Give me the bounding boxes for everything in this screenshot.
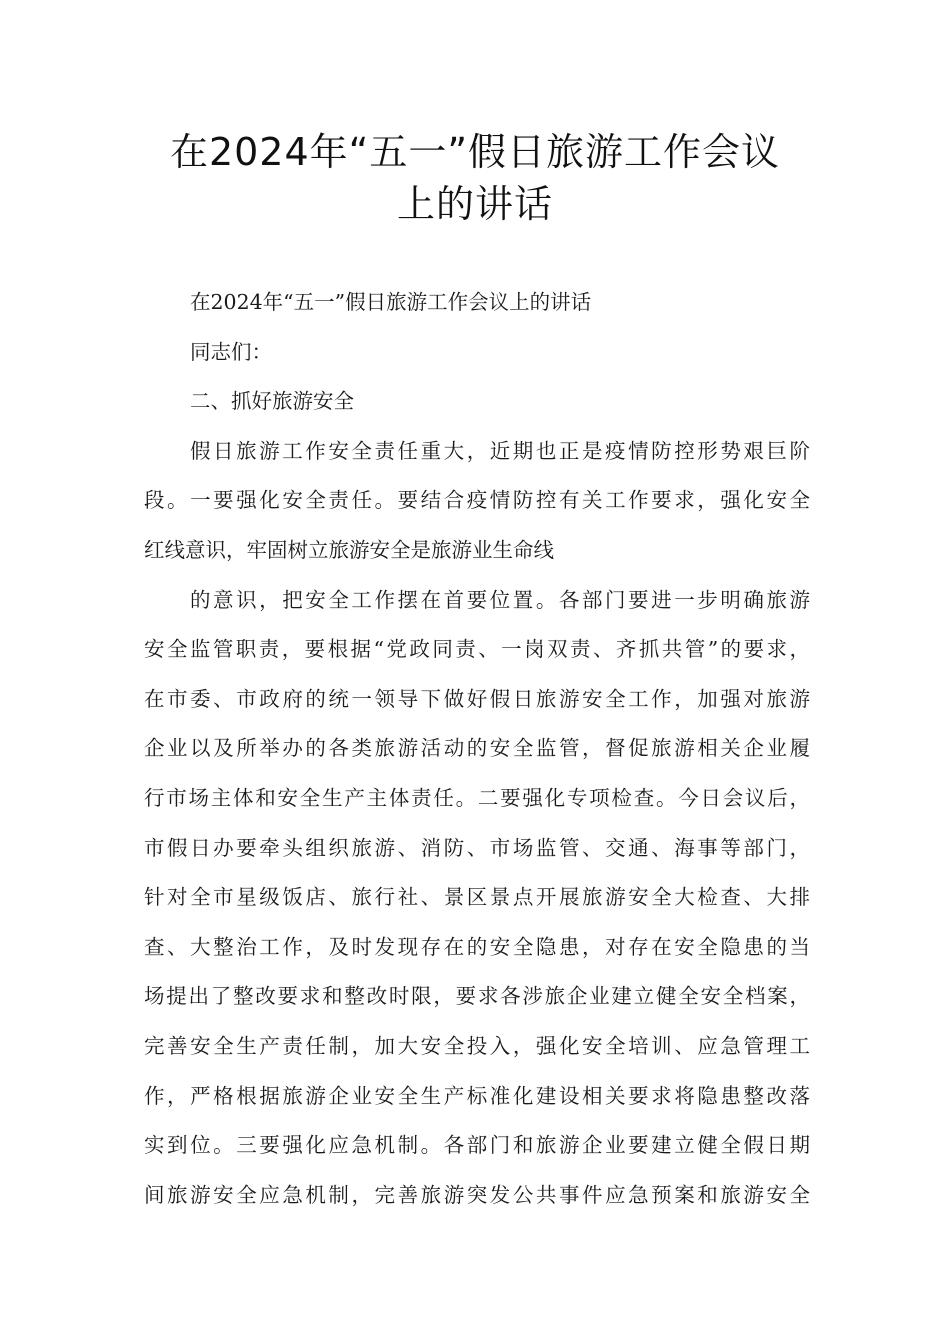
body-line: 市假日办要牵头组织旅游、消防、市场监管、交通、海事等部门， — [144, 835, 810, 860]
body-line: 实到位。三要强化应急机制。各部门和旅游企业要建立健全假日期 — [144, 1133, 810, 1158]
body-line: 假日旅游工作安全责任重大，近期也正是疫情防控形势艰巨阶 — [190, 438, 810, 463]
body-line: 二、抓好旅游安全 — [190, 389, 354, 414]
body-line: 企业以及所举办的各类旅游活动的安全监管，督促旅游相关企业履 — [144, 736, 810, 761]
title-line: 在2024年“五一”假日旅游工作会议 — [169, 130, 781, 174]
body-line: 红线意识，牢固树立旅游安全是旅游业生命线 — [144, 537, 554, 562]
body-line: 查、大整治工作，及时发现存在的安全隐患，对存在安全隐患的当 — [144, 934, 810, 959]
body-line: 在2024年“五一”假日旅游工作会议上的讲话 — [190, 290, 592, 314]
body-line: 的意识，把安全工作摆在首要位置。各部门要进一步明确旅游 — [190, 587, 810, 612]
body-line: 行市场主体和安全生产主体责任。二要强化专项检查。今日会议后， — [144, 785, 810, 810]
body-line: 完善安全生产责任制，加大安全投入，强化安全培训、应急管理工 — [144, 1033, 810, 1058]
body-line: 在市委、市政府的统一领导下做好假日旅游安全工作，加强对旅游 — [144, 686, 810, 711]
title-line: 上的讲话 — [396, 182, 553, 226]
body-line: 针对全市星级饭店、旅行社、景区景点开展旅游安全大检查、大排 — [144, 885, 810, 910]
body-line: 同志们： — [190, 339, 272, 364]
body-line: 场提出了整改要求和整改时限，要求各涉旅企业建立健全安全档案， — [144, 984, 810, 1009]
body-line: 段。一要强化安全责任。要结合疫情防控有关工作要求，强化安全 — [144, 488, 810, 513]
body-line: 安全监管职责，要根据“党政同责、一岗双责、齐抓共管”的要求， — [144, 637, 810, 662]
document-title — [0, 126, 950, 230]
body-line: 间旅游安全应急机制，完善旅游突发公共事件应急预案和旅游安全 — [144, 1182, 810, 1207]
document-body — [144, 278, 810, 1220]
body-line: 作，严格根据旅游企业安全生产标准化建设相关要求将隐患整改落 — [144, 1083, 810, 1108]
